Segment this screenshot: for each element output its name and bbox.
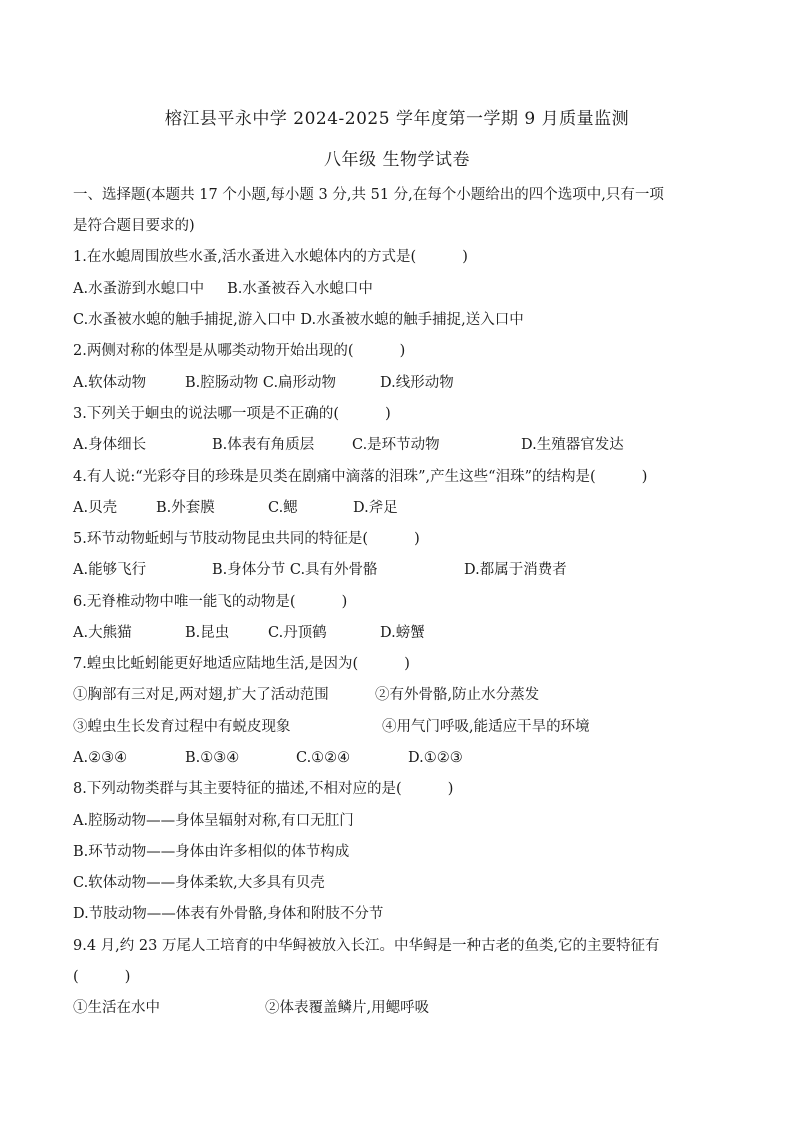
question-8-stem: 8.下列动物类群与其主要特征的描述,不相对应的是( ) xyxy=(73,781,454,797)
question-3-stem: 3.下列关于蛔虫的说法哪一项是不正确的( ) xyxy=(73,406,391,422)
question-2-option-d: D.线形动物 xyxy=(380,375,454,391)
question-1-options-ab: A.水蚤游到水螅口中 B.水蚤被吞入水螅口中 xyxy=(73,281,373,297)
question-7-option-d: D.①②③ xyxy=(408,750,463,766)
question-6-option-a: A.大熊猫 xyxy=(73,625,132,641)
question-2-option-bc: B.腔肠动物 C.扁形动物 xyxy=(185,375,337,391)
question-2-stem: 2.两侧对称的体型是从哪类动物开始出现的( ) xyxy=(73,343,406,359)
question-3-option-d: D.生殖器官发达 xyxy=(521,437,624,453)
question-6-option-b: B.昆虫 xyxy=(185,625,230,641)
question-7-option-b: B.①③④ xyxy=(185,750,240,766)
section-heading-cont: 是符合题目要求的) xyxy=(73,218,195,234)
question-9-answer-blank: ( ) xyxy=(73,969,131,985)
question-3-option-c: C.是环节动物 xyxy=(352,437,440,453)
question-4-option-b: B.外套膜 xyxy=(156,500,215,516)
question-7-statement-4: ④用气门呼吸,能适应干旱的环境 xyxy=(382,719,590,735)
question-7-statement-3: ③蝗虫生长发育过程中有蜕皮现象 xyxy=(73,719,291,735)
question-4-option-a: A.贝壳 xyxy=(73,500,118,516)
question-2-option-a: A.软体动物 xyxy=(73,375,147,391)
question-1-stem: 1.在水螅周围放些水蚤,活水蚤进入水螅体内的方式是( ) xyxy=(73,249,468,265)
question-9-statement-2: ②体表覆盖鳞片,用鳃呼吸 xyxy=(265,1000,430,1016)
question-5-option-bc: B.身体分节 C.具有外骨骼 xyxy=(212,562,378,578)
question-8-option-d: D.节肢动物——体表有外骨骼,身体和附肢不分节 xyxy=(73,906,384,922)
question-7-statement-2: ②有外骨骼,防止水分蒸发 xyxy=(375,687,540,703)
exam-title: 榕江县平永中学 2024-2025 学年度第一学期 9 月质量监测 xyxy=(164,109,630,129)
question-8-option-c: C.软体动物——身体柔软,大多具有贝壳 xyxy=(73,875,325,891)
question-4-option-c: C.鳃 xyxy=(268,500,298,516)
question-5-option-d: D.都属于消费者 xyxy=(464,562,567,578)
question-4-stem: 4.有人说:“光彩夺目的珍珠是贝类在剧痛中滴落的泪珠”,产生这些“泪珠”的结构是( ) xyxy=(73,469,648,485)
question-7-stem: 7.蝗虫比蚯蚓能更好地适应陆地生活,是因为( ) xyxy=(73,656,410,672)
question-9-stem: 9.4 月,约 23 万尾人工培育的中华鲟被放入长江。中华鲟是一种古老的鱼类,它的主要特征有 xyxy=(73,938,660,954)
question-4-option-d: D.斧足 xyxy=(353,500,398,516)
question-8-option-a: A.腔肠动物——身体呈辐射对称,有口无肛门 xyxy=(73,813,354,829)
question-6-option-c: C.丹顶鹤 xyxy=(268,625,327,641)
question-7-option-a: A.②③④ xyxy=(73,750,128,766)
question-5-stem: 5.环节动物蚯蚓与节肢动物昆虫共同的特征是( ) xyxy=(73,531,420,547)
question-3-option-a: A.身体细长 xyxy=(73,437,147,453)
question-6-option-d: D.螃蟹 xyxy=(380,625,425,641)
section-heading: 一、选择题(本题共 17 个小题,每小题 3 分,共 51 分,在每个小题给出的四个选项中,只有一项 xyxy=(73,187,664,203)
question-6-stem: 6.无脊椎动物中唯一能飞的动物是( ) xyxy=(73,594,348,610)
question-3-option-b: B.体表有角质层 xyxy=(212,437,315,453)
question-1-options-cd: C.水蚤被水螅的触手捕捉,游入口中 D.水蚤被水螅的触手捕捉,送入口中 xyxy=(73,312,524,328)
question-7-option-c: C.①②④ xyxy=(296,750,351,766)
question-7-statement-1: ①胸部有三对足,两对翅,扩大了活动范围 xyxy=(73,687,329,703)
question-9-statement-1: ①生活在水中 xyxy=(73,1000,160,1016)
exam-subtitle: 八年级 生物学试卷 xyxy=(324,150,470,170)
question-5-option-a: A.能够飞行 xyxy=(73,562,147,578)
question-8-option-b: B.环节动物——身体由许多相似的体节构成 xyxy=(73,844,350,860)
